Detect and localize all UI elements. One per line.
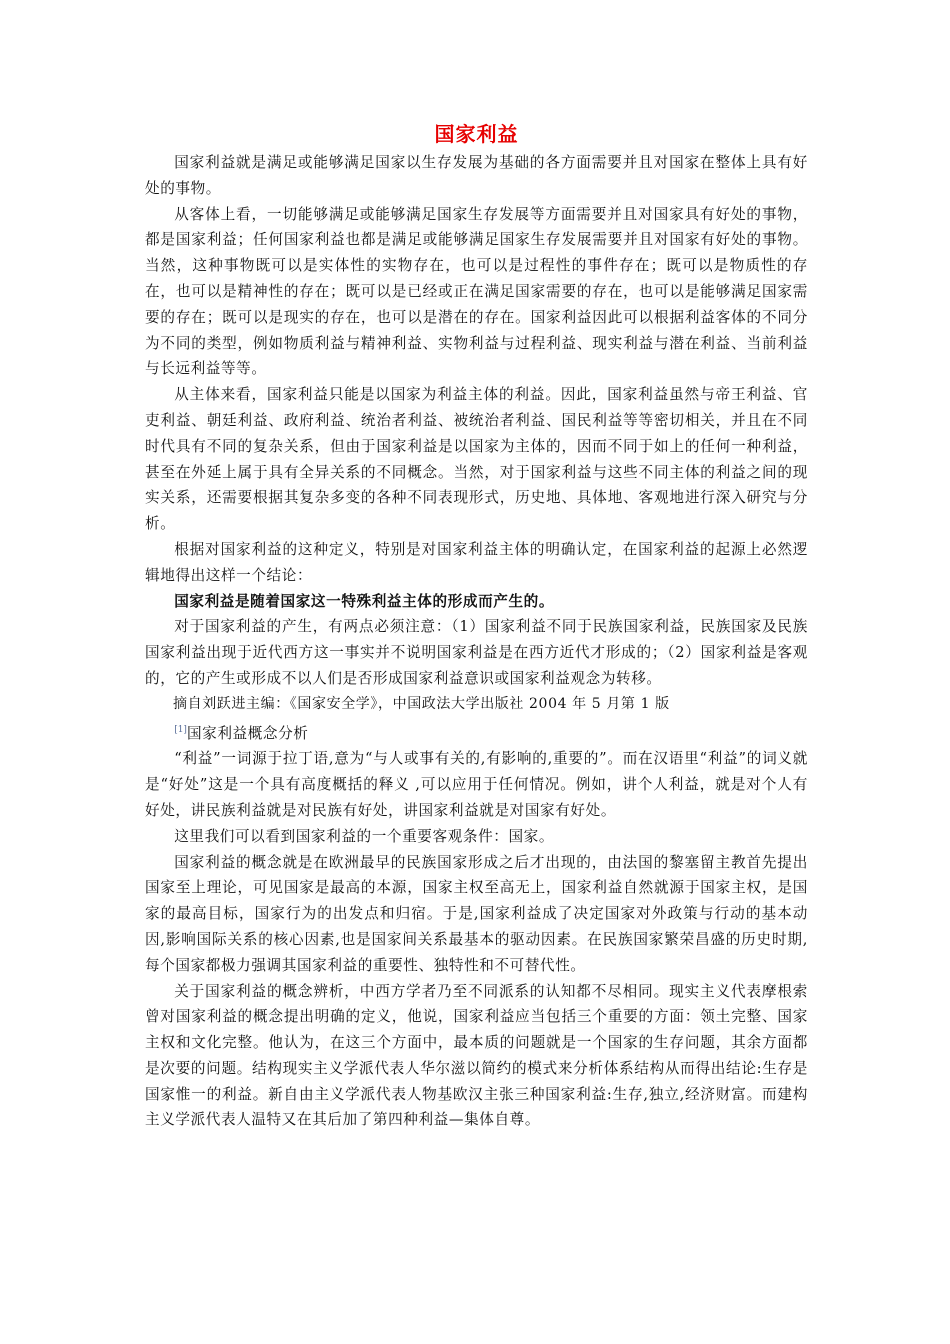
paragraph-origin-notes: 对于国家利益的产生，有两点必须注意：（1）国家利益不同于民族国家利益，民族国家及民族国家利益出现于近代西方这一事实并不说明国家利益是在西方近代才形成的；（2）国家利益是客观的，它的产生或形成不以人们是否形成国家利益意识或国家利益观念为转移。: [145, 618, 808, 687]
source-note: 摘自刘跃进主编：《国家安全学》，中国政法大学出版社 2004 年 5 月第 1 版: [173, 695, 670, 712]
paragraph-subject-view: 从主体来看，国家利益只能是以国家为利益主体的利益。因此，国家利益虽然与帝王利益、官吏利益、朝廷利益、政府利益、统治者利益、被统治者利益、国民利益等等密切相关，并且在不同时代具有不同的复杂关系，但由于国家利益是以国家为主体的，因而不同于如上的任何一种利益，甚至在外延上属于具有全异关系的不同概念。当然，对于国家利益与这些不同主体的利益之间的现实关系，还需要根据其复杂多变的各种不同表现形式，历史地、具体地、客观地进行深入研究与分析。: [145, 386, 808, 533]
section-heading: 国家利益概念分析: [186, 724, 309, 742]
paragraph-definition: 国家利益就是满足或能够满足国家以生存发展为基础的各方面需要并且对国家在整体上具有好处的事物。: [145, 154, 808, 197]
bold-conclusion: 国家利益是随着国家这一特殊利益主体的形成而产生的。: [174, 592, 555, 610]
document-page: [145, 120, 808, 1133]
footnote-marker[interactable]: [1]: [174, 724, 187, 735]
paragraph-conclusion-intro: 根据对国家利益的这种定义，特别是对国家利益主体的明确认定，在国家利益的起源上必然逻辑地得出这样一个结论：: [145, 540, 808, 584]
paragraph-history: 国家利益的概念就是在欧洲最早的民族国家形成之后才出现的，由法国的黎塞留主教首先提出国家至上理论，可见国家是最高的本源，国家主权至高无上，国家利益自然就源于国家主权，是国家的最高目标，国家行为的出发点和归宿。于是,国家利益成了决定国家对外政策与行动的基本动因,影响国际关系的核心因素,也是国家间关系最基本的驱动因素。在民族国家繁荣昌盛的历史时期,每个国家都极力强调其国家利益的重要性、独特性和不可替代性。: [145, 853, 808, 974]
paragraph-objective-condition: 这里我们可以看到国家利益的一个重要客观条件：国家。: [174, 827, 555, 845]
paragraph-schools: 关于国家利益的概念辨析，中西方学者乃至不同派系的认知都不尽相同。现实主义代表摩根索曾对国家利益的概念提出明确的定义，他说，国家利益应当包括三个重要的方面：领土完整、国家主权和文化完整。他认为，在这三个方面中，最本质的问题就是一个国家的生存问题，其余方面都是次要的问题。结构现实主义学派代表人华尔滋以简约的模式来分析体系结构从而得出结论:生存是国家惟一的利益。新自由主义学派代表人物基欧汉主张三种国家利益:生存,独立,经济财富。而建构主义学派代表人温特又在其后加了第四种利益—集体自尊。: [145, 982, 808, 1129]
paragraph-etymology: “利益”一词源于拉丁语,意为“与人或事有关的,有影响的,重要的”。而在汉语里“利益”的词义就是“好处”这是一个具有高度概括的释义 ,可以应用于任何情况。例如，讲个人利益，就是对个人有好处，讲民族利益就是对民族有好处，讲国家利益就是对国家有好处。: [145, 750, 808, 819]
section-heading-line: [145, 718, 808, 747]
document-title: 国家利益: [434, 122, 519, 146]
paragraph-object-view: 从客体上看，一切能够满足或能够满足国家生存发展等方面需要并且对国家具有好处的事物，都是国家利益；任何国家利益也都是满足或能够满足国家生存发展需要并且对国家有好处的事物。当然，这种事物既可以是实体性的实物存在，也可以是过程性的事件存在；既可以是物质性的存在，也可以是精神性的存在；既可以是已经或正在满足国家需要的存在，也可以是能够满足国家需要的存在；既可以是现实的存在，也可以是潜在的存在。国家利益因此可以根据利益客体的不同分为不同的类型，例如物质利益与精神利益、实物利益与过程利益、现实利益与潜在利益、当前利益与长远利益等等。: [145, 205, 808, 378]
